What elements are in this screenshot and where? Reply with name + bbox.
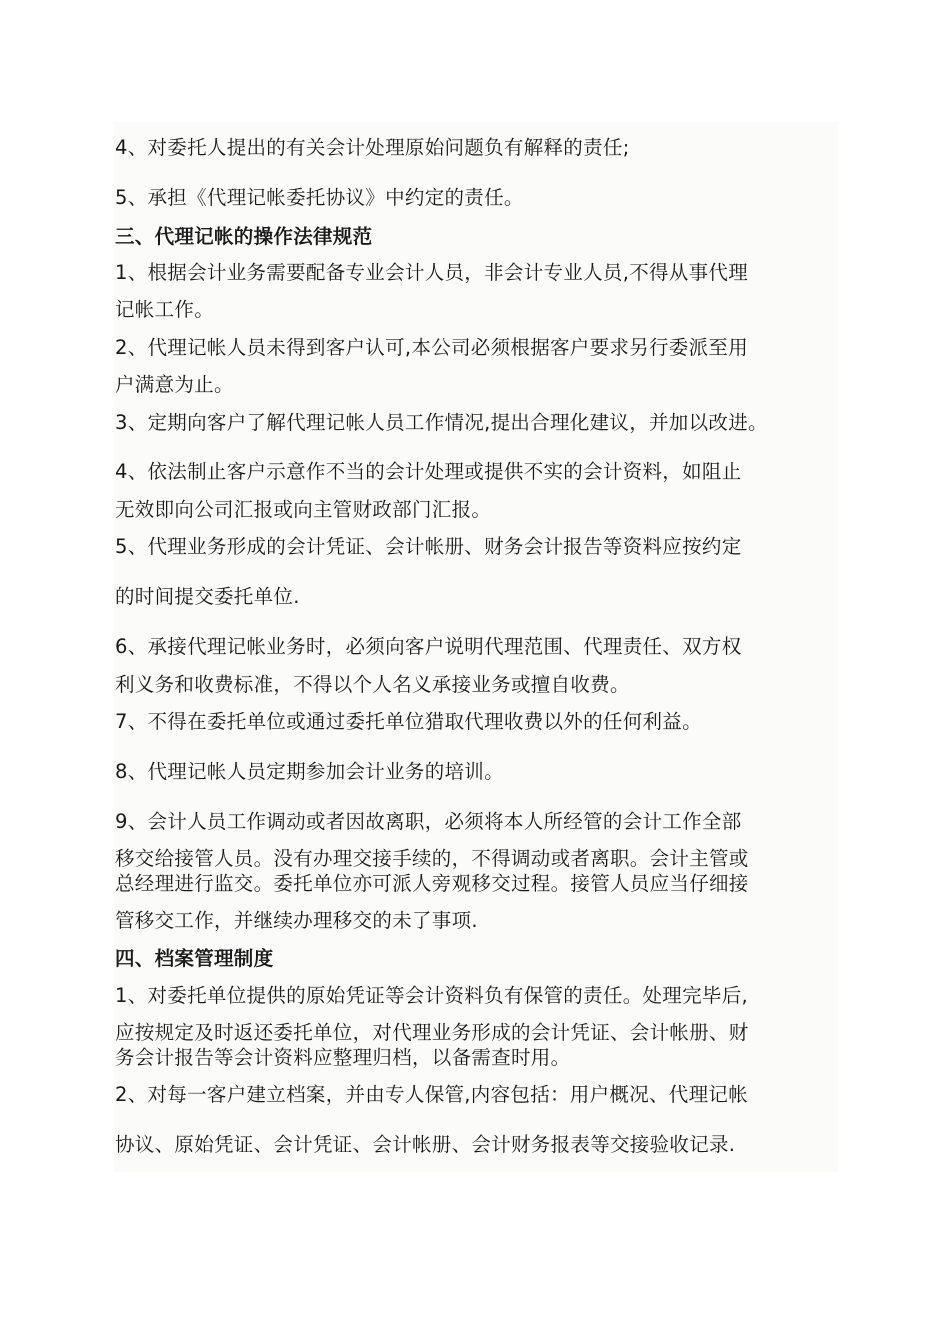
- paragraph-line: 户满意为止。: [115, 373, 234, 396]
- paragraph-line: 1、根据会计业务需要配备专业会计人员，非会计专业人员,不得从事代理: [115, 261, 749, 284]
- paragraph-line: 6、承接代理记帐业务时，必须向客户说明代理范围、代理责任、双方权: [115, 635, 742, 658]
- paragraph-line: 2、对每一客户建立档案，并由专人保管,内容包括：用户概况、代理记帐: [115, 1083, 749, 1106]
- paragraph-line: 7、不得在委托单位或通过委托单位猎取代理收费以外的任何利益。: [115, 710, 702, 733]
- paragraph-line: 3、定期向客户了解代理记帐人员工作情况,提出合理化建议，并加以改进。: [115, 411, 768, 434]
- paragraph-line: 协议、原始凭证、会计凭证、会计帐册、会计财务报表等交接验收记录.: [115, 1133, 736, 1156]
- section-heading: 三、代理记帐的操作法律规范: [115, 225, 373, 248]
- paragraph-line: 记帐工作。: [115, 298, 215, 321]
- paragraph-line: 应按规定及时返还委托单位，对代理业务形成的会计凭证、会计帐册、财: [115, 1021, 749, 1044]
- paragraph-line: 8、代理记帐人员定期参加会计业务的培训。: [115, 760, 504, 783]
- paragraph-line: 5、代理业务形成的会计凭证、会计帐册、财务会计报告等资料应按约定: [115, 535, 742, 558]
- paragraph-line: 1、对委托单位提供的原始凭证等会计资料负有保管的责任。处理完毕后,: [115, 984, 749, 1007]
- paragraph-line: 的时间提交委托单位.: [115, 585, 300, 608]
- paragraph-line: 9、会计人员工作调动或者因故离职，必须将本人所经管的会计工作全部: [115, 810, 742, 833]
- paragraph-line: 利义务和收费标准，不得以个人名义承接业务或擅自收费。: [115, 673, 630, 696]
- paragraph-line: 管移交工作，并继续办理移交的未了事项.: [115, 909, 478, 932]
- section-heading: 四、档案管理制度: [115, 947, 274, 970]
- paragraph-line: 4、依法制止客户示意作不当的会计处理或提供不实的会计资料，如阻止: [115, 460, 742, 483]
- paragraph-line: 4、对委托人提出的有关会计处理原始问题负有解释的责任;: [115, 136, 630, 159]
- paragraph-line: 5、承担《代理记帐委托协议》中约定的责任。: [115, 186, 524, 209]
- paragraph-line: 总经理进行监交。委托单位亦可派人旁观移交过程。接管人员应当仔细接: [115, 872, 749, 895]
- paragraph-line: 无效即向公司汇报或向主管财政部门汇报。: [115, 498, 492, 521]
- paragraph-line: 移交给接管人员。没有办理交接手续的，不得调动或者离职。会计主管或: [115, 847, 749, 870]
- paragraph-line: 务会计报告等会计资料应整理归档，以备需查时用。: [115, 1046, 571, 1069]
- paragraph-line: 2、代理记帐人员未得到客户认可,本公司必须根据客户要求另行委派至用: [115, 336, 749, 359]
